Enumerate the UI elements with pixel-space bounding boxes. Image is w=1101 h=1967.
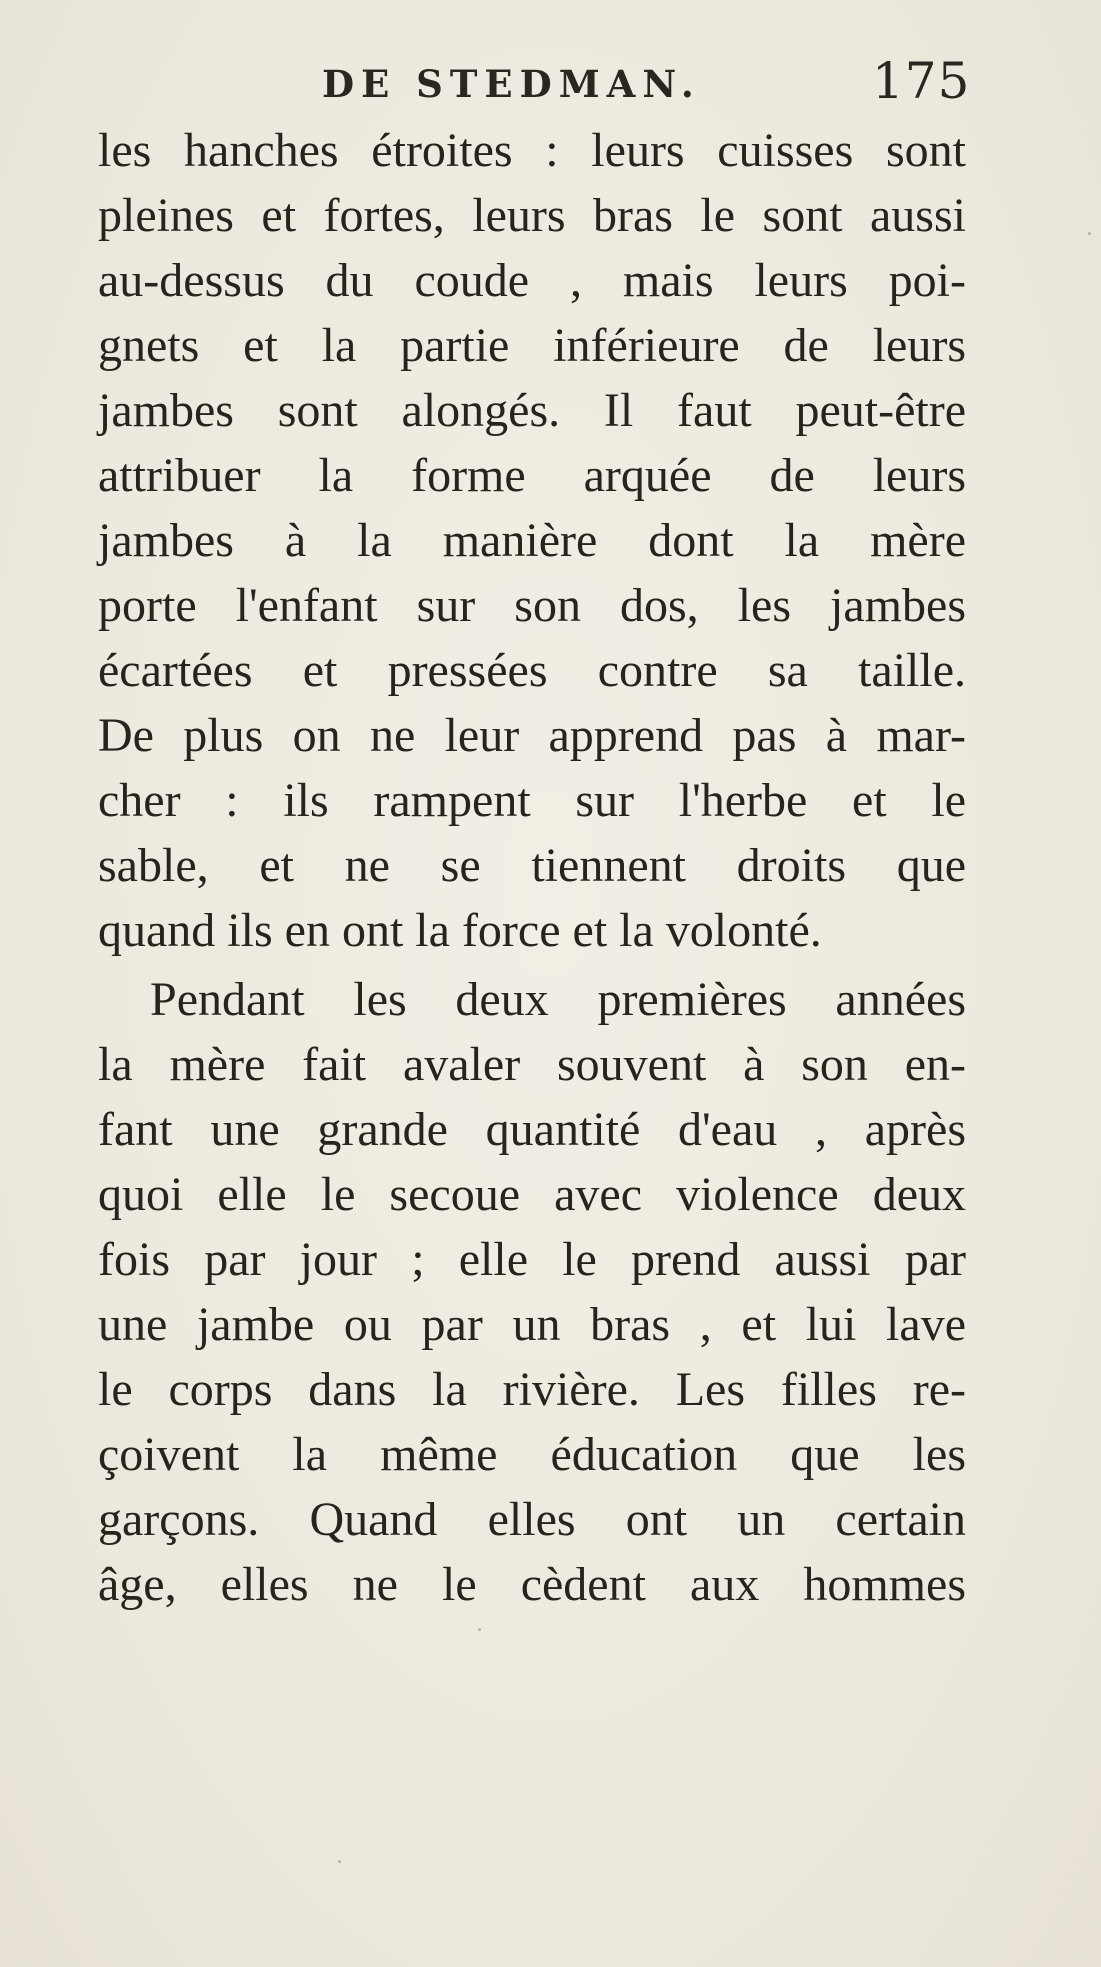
text-line: jambes sont alongés. Il faut peut-être [98,384,966,437]
text-line: quoi elle le secoue avec violence deux [98,1168,966,1221]
text-line: sable, et ne se tiennent droits que [98,839,966,892]
text-line: fant une grande quantité d'eau , après [98,1103,966,1156]
text-line: au-dessus du coude , mais leurs poi- [98,254,966,307]
paragraph-1 [98,118,966,963]
running-title: DE STEDMAN. [322,62,701,106]
text-line: une jambe ou par un bras , et lui lave [98,1298,966,1351]
text-line: les hanches étroites : leurs cuisses sont [98,124,966,177]
text-line: âge, elles ne le cèdent aux hommes [98,1558,966,1611]
text-line: porte l'enfant sur son dos, les jambes [98,579,966,632]
text-line: cher : ils rampent sur l'herbe et le [98,774,966,827]
paragraph-2 [98,967,966,1617]
text-line: écartées et pressées contre sa taille. [98,644,966,697]
text-line: pleines et fortes, leurs bras le sont aussi [98,189,966,242]
text-line: çoivent la même éducation que les [98,1428,966,1481]
body-text [98,118,966,1617]
text-line: le corps dans la rivière. Les filles re- [98,1363,966,1416]
text-line: gnets et la partie inférieure de leurs [98,319,966,372]
paper-speck [338,1860,341,1863]
paper-speck [1088,232,1091,235]
text-line: Pendant les deux premières années [150,973,966,1026]
text-line: fois par jour ; elle le prend aussi par [98,1233,966,1286]
text-line: De plus on ne leur apprend pas à mar- [98,709,966,762]
text-line: attribuer la forme arquée de leurs [98,449,966,502]
page-number: 175 [872,52,971,110]
paper-speck [478,1628,481,1631]
text-line: jambes à la manière dont la mère [98,514,966,567]
text-line: la mère fait avaler souvent à son en- [98,1038,966,1091]
text-line: garçons. Quand elles ont un certain [98,1493,966,1546]
running-head [0,52,1101,112]
text-line: quand ils en ont la force et la volonté. [98,904,822,957]
